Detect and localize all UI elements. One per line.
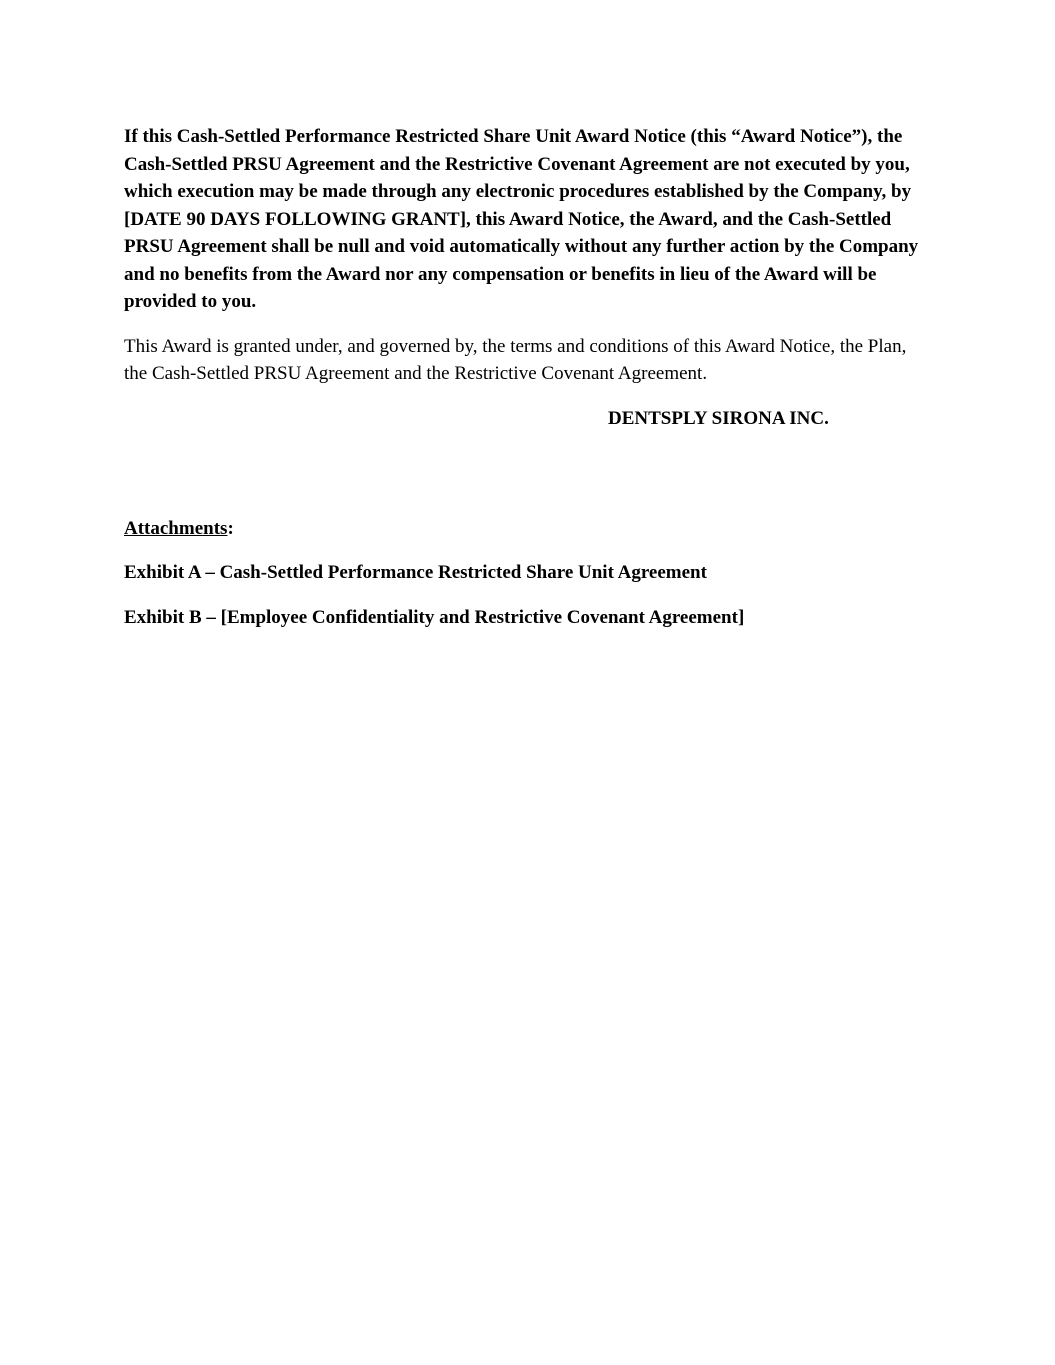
exhibit-b-item: Exhibit B – [Employee Confidentiality and Restrictive Covenant Agreement] [124,607,745,628]
governing-terms-paragraph: This Award is granted under, and governed by, the terms and conditions of this Award Notice, the Plan, the Cash-Settled PRSU Agreement and the Restrictive Covenant Agreement. [124,336,907,384]
attachments-colon: : [227,518,234,539]
company-signature-name: DENTSPLY SIRONA INC. [608,408,829,429]
attachments-heading [124,515,234,542]
award-notice-execution-paragraph: If this Cash-Settled Performance Restricted Share Unit Award Notice (this “Award Notice”), the Cash-Settled PRSU Agreement and the Restrictive Covenant Agreement are not executed by you, which execution may be made through any electronic procedures established by the Company, by [DATE 90 DAYS FOLLOWING GRANT], this Award Notice, the Award, and the Cash-Settled PRSU Agreement shall be null and void automatically without any further action by the Company and no benefits from the Award nor any compensation or benefits in lieu of the Award will be provided to you. [124,126,919,312]
exhibit-a-item: Exhibit A – Cash-Settled Performance Restricted Share Unit Agreement [124,562,707,583]
attachments-label: Attachments [124,518,228,539]
